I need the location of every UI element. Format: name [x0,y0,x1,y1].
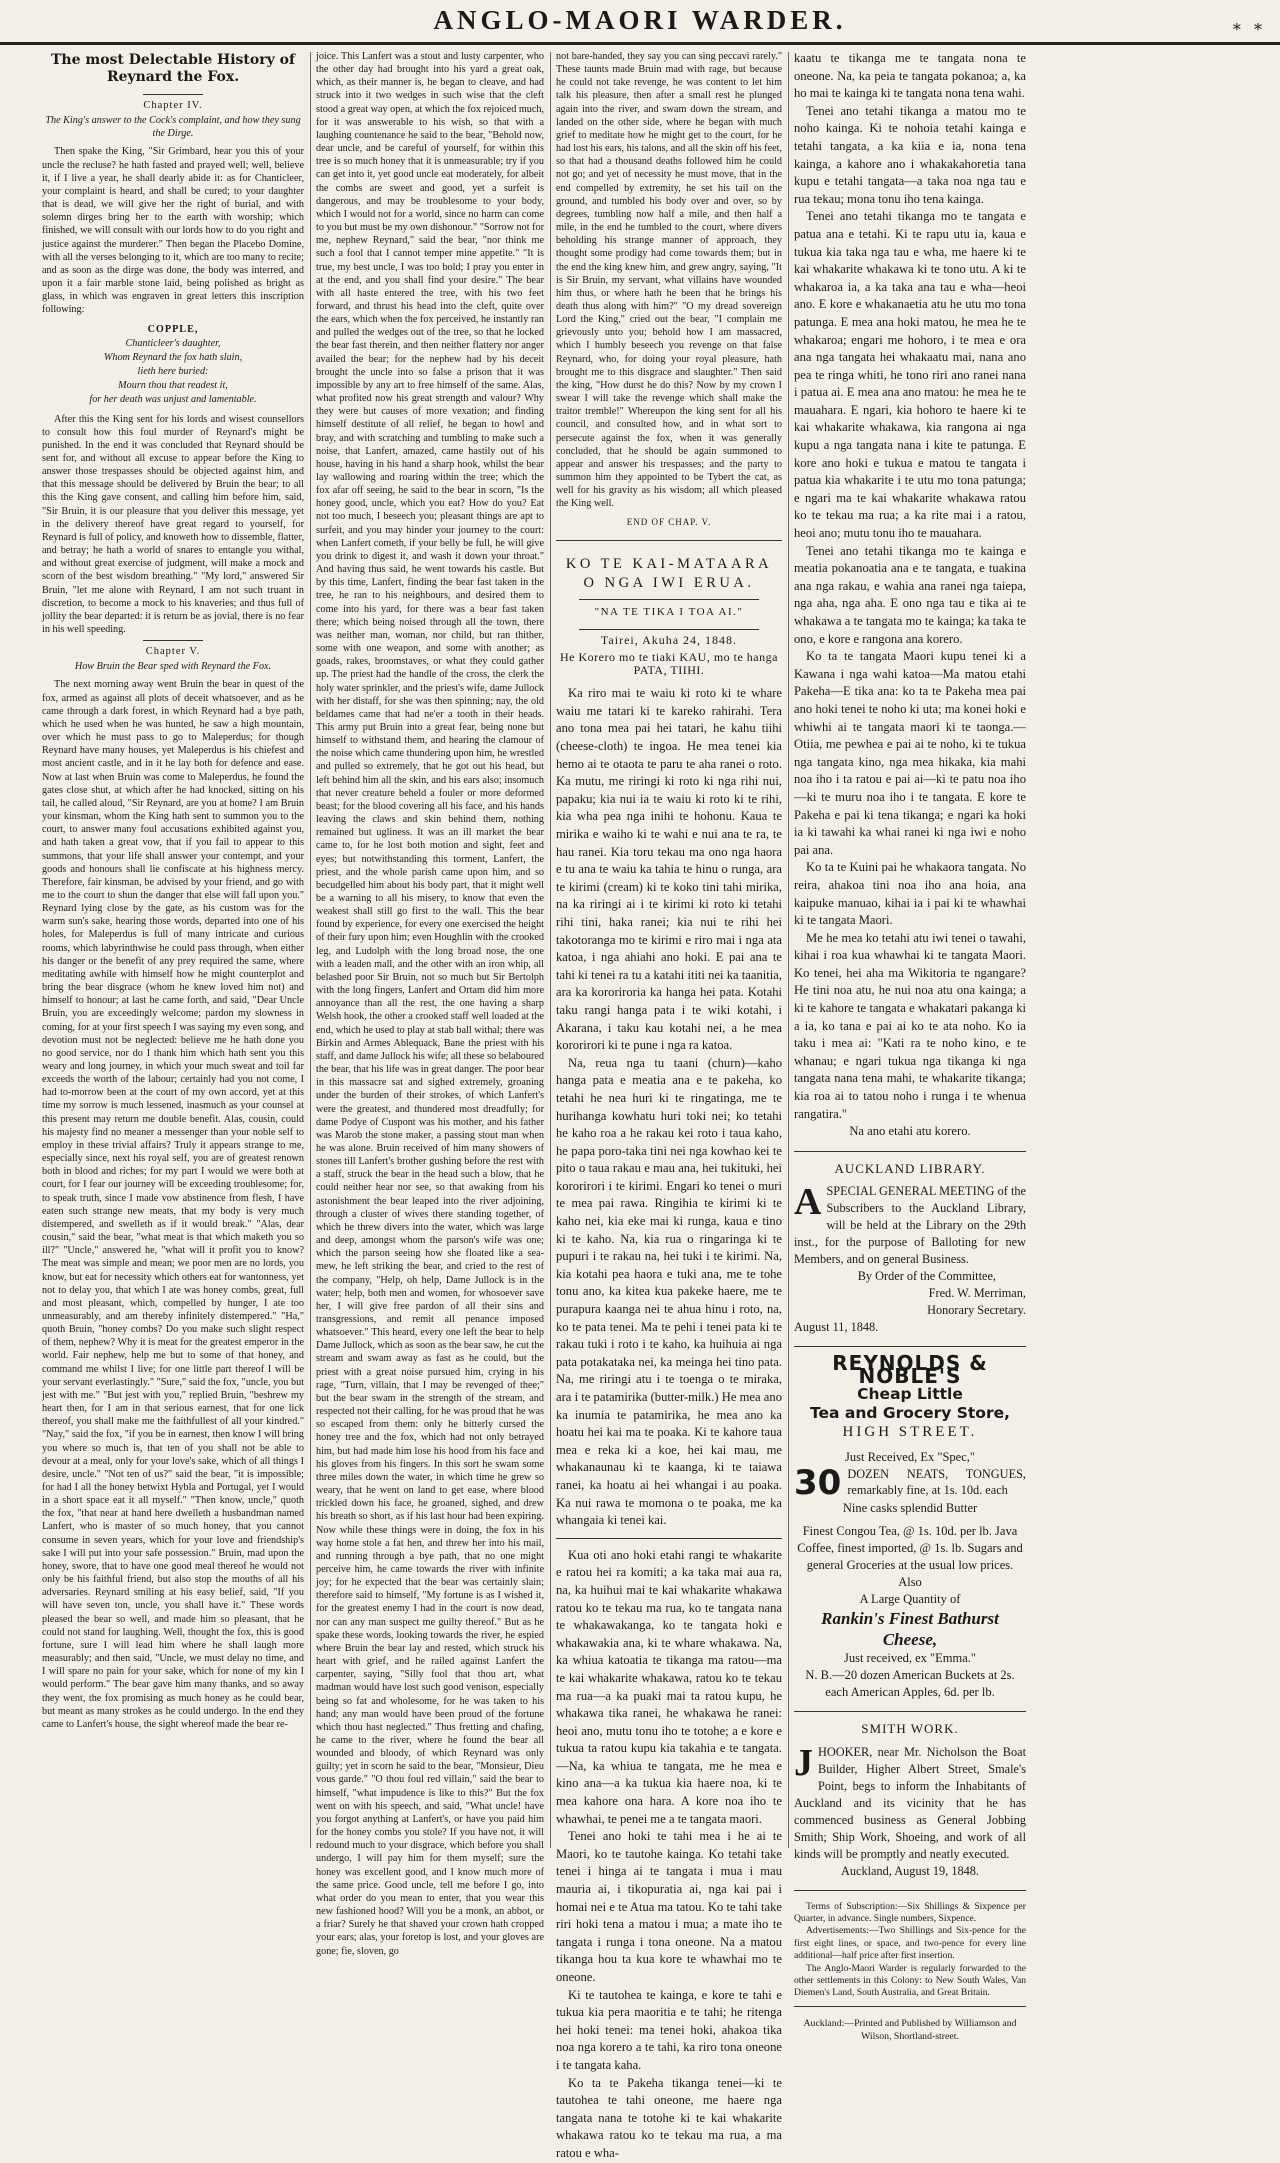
divider [579,599,759,600]
maori-paragraph: Na, reua nga tu taani (churn)—kaho hanga pata e meatia ana e te pakeha, ko tetahi he nea huri ki te ringatinga, me te hurihanga kowhatu huri toki nei; ko tetahi he kaho roa a he rakau kei roto i taua kaho, he papa poro-taka tini nei nga kowhao kei te pito o taua rakau e mau ana, hei tukituki, hei kororirori i te kirimi. Engari ko tenei o muri te mea pai rawa. Ringihia te kirimi ki te kaho nei, kia eke mai ki runga, kaua e tino ki te kaho. Na, kia rua o ringaringa ki te pupuri i te rakau na, hei tuki i te kirimi. Na, kia kotahi pea haora e tuki ana, me te tohe tonu ano, ka kitea kua pakeke haere, me te purapura kaanga nei te ahua hinu i roto, na, ko te pata tenei. Ma te pehi i tenei pata ki te rakau tuki i roto i te kaho, ka huihuia ai nga pata potakataka nei, ka meinga hei tino pata. Na, me riringi atu i te toenga o te miraka, ara i te patamirika (butter-milk.) He mea ano ka inumia te patamirika, he mea ano ka hoatu hei kai ma te poaka. Ki te kahore taua mea e reka ki a koe, hei kai mau, me whakanaunau ki te kaanga, ki te taiawa ranei, ka hoatu ai hei whangai i au poaka. Ka nui rawa te momona o te poaka, me ka whangaia ki tenei kai. [556,1055,782,1528]
chapter-4-paragraph: After this the King sent for his lords and wisest counsellors to consult how this foul murder of Reynard's might be punished. In the end it was concluded that Reynard should be sent for, and without all excuse to appear before the King to answer those trespasses should be objected against him, and that this message should be delivered by Bruin the bear; to all this the King gave consent, and calling him before him, said, "Sir Bruin, it is our pleasure that you deliver this message, yet in the delivery thereof have great regard to yourself, for Reynard is full of policy, and knoweth how to dissemble, flatter, and betray; he hath a world of snares to entangle you withal, and without great exercise of judgment, will make a mock and scorn of the best wisdom breathing." "My lord," answered Sir Bruin, "let me alone with Reynard, I am not such truant in discretion, to become a mock to his knaveries; and thus full of jollity the bear departed: it is return be as jovial, there is no fear in his well speeding. [42,413,304,635]
divider [143,94,203,95]
maori-paragraph: Tenei ano tetahi tikanga mo te kainga e meatia pokanoatia ana e te tangata, e tuakina ana nga rakau, e wahia ana ranei nga taiepa, nga aha, nga aha. E ono nga tau e tika ai te whakawa a te tangata mo te kainga; ka taka te ono, e kore e rangona ana korero. [794,543,1026,646]
library-notice [794,1180,1026,1336]
section-rule [556,540,782,541]
subscription-terms: Terms of Subscription:—Six Shillings & Sixpence per Quarter, in advance. Single numbers, Sixpence. [794,1900,1026,1924]
section-rule [794,1711,1026,1712]
section-rule [794,1346,1026,1347]
smith-title: SMITH WORK. [861,1721,959,1737]
section-rule [556,1538,782,1539]
reynolds-nb: N. B.—20 dozen American Buckets at 2s. each American Apples, 6d. per lb. [805,1668,1015,1700]
chapter-4-paragraph: Then spake the King, "Sir Grimbard, hear you this of your uncle the recluse? he hath fasted and prayed well; well, believe it, if I live a year, he shall dearly abide it: as for Chanticleer, your complaint is heard, and shall be cured; to your daughter that is dead, we will give her the right of burial, and with solemn dirges bring her to the earth with worship; which finished, we will consult with our lords how to do you right and justice against the murderer." Then began the Placebo Domine, with all the verses belonging to it, which are too many to recite; and as soon as the dirge was done, the body was interred, and upon it a fair marble stone laid, being polished as bright as glass, in which was engraven in great letters this inscription following: [42,146,304,316]
epitaph [42,323,304,407]
maori-heading-line: O NGA IWI ERUA. [583,574,755,591]
story-continuation: not bare-handed, they say you can sing peccavi rarely." These taunts made Bruin mad with rage, but because he could not take revenge, he was content to let him talk his pleasure, then after a small rest he plunged again into the river, and swam down the stream, and landed on the other side, where he began with much grief to meditate how he might get to the court, for he had lost his ears, his talons, and all the skin off his feet, so that had a thousand deaths followed him he could not go; and yet of necessity he must move, that in the end compelled by extremity, he set his tail on the ground, and tumbled his body over and over, so by degrees, tumbling now half a mile, and then half a mile, in the end he tumbled to the court, where divers beholding his strange manner of approach, they thought some prodigy had come towards them; but in the end the king knew him, and grew angry, saying, "It is Sir Bruin, my servant, what villains have wounded him thus, or where hath he been that he brings his death thus along with him?" "O my dread sovereign Lord the King," cried out the bear, "I complain me grievously unto you; behold how I am massacred, which I humbly beseech you revenge on that false Reynard, who, for doing your royal pleasure, hath brought me to this disgrace and slaughter." Then said the king, "How durst he do this? Now by my crown I swear I will take the revenge which shall make the traitor tremble!" Whereupon the king sent for all his council, and consulted how, and in what sort to persecute against the fox, when it was generally concluded, that he should be again summoned to appear and answer his trespasses; and the party to summon him they appointed to be Tybert the cat, as well for his gravity as his wisdom; all which pleased the King well. [556,51,782,510]
maori-paragraph: Ka riro mai te waiu ki roto ki te whare waiu me tatari ki te kareko rahirahi. Tera ano tona mea pai hei tatari, he kahu tiihi (cheese-cloth) te ingoa. He mea tenei kia hemo ai te otaota te paru te aha ranei o roto. Ka mutu, me riringi ki roto ki nga rihi nui, papaku; kia nui ia te waiu ki roto ki te rihi, kia wha pea nga inihi te hohonu. Kaua te mirika e waiho ki te wahi e nui ana te ra, te hau ranei. Kia toru tekau ma ono nga haora e tu ana te waiu ka tahia te hinu o runga, ara te kirimi (cream) ki te koko tini tahi mirika, na ka riringi ai i te kirimi ki roto ki tetahi rihi tini, haka ranei; kia nui te rihi hei takotoranga mo te kirimi e riro mai i nga ata katoa, i nga ahiahi ano hoki. E pai ana te tahi ki tenei ra tu a katahi ititi nei ka taanitia, ara ka kororiroria ka hanga hei pata. Kotahi taku rangi hanga pata i te wiki kotahi, i Akarana, i taku kau kotahi nei, a he mea kororirori ki te pune i nga ra katoa. [556,686,782,1053]
chapter-5-heading: Chapter V. [145,646,201,658]
column-divider [310,52,311,1848]
motto: "NA TE TIKA I TOA AI." [594,605,744,618]
tea-coffee-offer: Finest Congou Tea, @ 1s. 10d. per lb. Java Coffee, finest imported, @ 1s. lb. Sugars and general Groceries at the usual low prices. [797,1524,1023,1573]
library-date: August 11, 1848. [794,1319,879,1334]
cheese-title: Cheese, [882,1630,938,1650]
cheese-title: Rankin's Finest Bathurst [821,1609,999,1629]
tongues-text: DOZEN NEATS, TONGUES, remarkably fine, at 1s. 10d. each [847,1467,1026,1498]
story-continuation: joice. This Lanfert was a stout and lusty carpenter, who the other day had brought into his yard a great oak, which, as their manner is, he began to cleave, and had struck into it two wedges in such wise that the cleft stood a great way open, at which the fox rejoiced much, for it was answerable to his wish, so that with a laughing countenance he said to the bear, "Behold now, dear uncle, and be careful of yourself, for within this tree is so much honey that it is unmeasurable; try if you can get into it, yet good uncle eat moderately, for albeit the combs are sweet and good, yet a surfeit is dangerous, and may be troublesome to your body, which I would not for a world, since no harm can come to you but must be my own dishonour." "Sorrow not for me, nephew Reynard," said the bear, "nor think me such a fool that I cannot temper mine appetite." "It is true, my best uncle, I was too bold; I pray you enter in at the end, and you shall find your desire." The bear with all haste entered the tree, with his two feet forward, and thrust his head into the cleft, quite over the ears, which when the fox perceived, he instantly ran and pulled the wedges out of the tree, so that he locked the bear fast therein, and then neither flattery nor anger availed the bear; for the nephew had by his deceit brought the uncle into so false a prison that it was impossible by any art to free himself of the same. Alas, what profited now his great strength and valour? Why they were but causes of more vexation; and finding himself destitute of all relief, he began to howl and bray, and with scratching and tumbling to make such a noise, that Lanfert, amazed, came hastily out of his house, having in his hand a sharp hook, whilst the bear lay wallowing and roaring within the tree; which the fox afar off seeing, he said to the bear in scorn, "Is the honey good, uncle, which you eat? How do you? Eat not too much, I beseech you; pleasant things are apt to surfeit, and you may hinder your journey to the court: when Lanfert cometh, if your belly be full, he will give you drink to digest it, and wash it down your throat." And having thus said, he went towards his castle. But by this time, Lanfert, finding the bear fast taken in the tree, he ran to his neighbours, and desired them to come into his yard, for there was a bear fast taken there; which being noised through all the town, there was neither man, woman, nor child, but ran thither, some with one weapon, and some with another; as goads, rakes, broomstaves, or what they could gather up. The priest had the handle of the cross, the clerk the holy water sprinkler, and the priest's wife, dame Jullock with her distaff, for she was then spinning; nay, the old beldames came that had ne'er a tooth in their heads. This army put Bruin into a great fear, being none but himself to withstand them, and hearing the clamour of the noise which came thundering upon him, he wrestled and pulled so extremely, that he got out his head, but left behind him all the skin, and his ears also; insomuch that never creature beheld a fouler or more deformed beast; for the blood covering all his face, and his hands leaving the claws and skin behind them, nothing remained but ugliness. It was an ill market the bear came to, for he lost both motion and sight, feet and eyes; but notwithstanding this torment, Lanfert, the priest, and the whole parish came upon him, and so becudgelled him about his body part, that it might well be a warning to all his misery, to know that even the weakest shall still go first to the wall. This the bear found by experience, for every one exercised the height of their fury upon him; even Houghlin with the crooked leg, and Ludolph with the long broad nose, the one with a leaden mall, and the other with an iron whip, all belashed poor Sir Bruin, not so much but Sir Bertolph with the long fingers, Lanfert and Ortam did him more annoyance than all the rest, the one having a sharp Welsh hook, the other a crooked staff well loaded at the end, which he used to play at stab ball withal; there was Birkin and Armes Ablequack, Bane the priest with his staff, and dame Jullock his wife; all these so belaboured the bear, that his life was in great danger. The poor bear in this massacre sat and sighed extremely, groaning under the burden of their strokes, of which Lanfert's were the greatest, and thundered most dreadfully; for dame Podye of Cuspont was his mother, and his father was Marob the stone maker, a passing stout man when he was alone. Bruin received of him many showers of stones till Lanfert's brother gushing before the rest with a staff, struck the bear in the head such a blow, that he could neither hear nor see, so that awaking from his astonishment the bear leaped into the river adjoining, through a cluster of wives there standing together, of which he threw divers into the water, which was large and deep, amongst whom the parson's wife was one; which the parson seeing how she floated like a sea-mew, he left striking the bear, and cried to the rest of the company, "Help, oh help, Dame Jullock is in the water; help, both men and women, for whosoever save her, I will give free pardon of all their sins and transgressions, and remit all penance imposed whatsoever." This heard, every one left the bear to help Dame Jullock, which as soon as the bear saw, he cut the stream and swam away as fast as he could, but the priest with a great noise pursued him, crying in his rage, "Turn, villain, that I may be revenged of thee;" but the bear swam in the strength of the stream, and respected not their calling, for he was proud that he was so escaped from them: only he bitterly cursed the honey tree and the fox, which had not only betrayed him, but had made him lose his hood from his face and his gloves from his fingers. In this sort he swam some three miles down the water, in which time he grew so weary, that he went on land to get ease, where blood trickled down his face, he groaned, sighed, and drew his breath so short, as if his last hour had been expiring. Now while these things were in doing, the fox in his way home stole a fat hen, and threw her into his mail, and running through a bye path, that no one might perceive him, he came towards the river with infinite joy; for he expected that the bear was certainly slain; therefore said to himself, "My fortune is as I wished it, for the greatest enemy I had in the court is now dead, nor can any man suspect me guilty thereof." But as he spake these words, looking towards the river, he espied where Bruin the bear lay and rested, which struck his heart with grief, and he railed against Lanfert the carpenter, saying, "Silly fool that thou art, what madman would have lost such good venison, especially being so fat and wholesome, for he was taken to his hand; any man would have been proud of the fortune which thou hast neglected." Thus fretting and chafing, he came to the river, where he found the bear all wounded and bloody, of which Reynard was only guilty; yet in scorn he said to the bear, "Monsieur, Dieu vous garde." "O thou foul red villain," said the bear to himself, "what impudence is like to this?" But the fox went on with his speech, and said, "What uncle! have you forgot anything at Lanfert's, or have you paid him for the honey combs you stole? If you have not, it will redound much to your disgrace, which before you shall undergo, I will pay him for them myself; sure the honey was excellent good, and I know much more of the same price. Good uncle, tell me before I go, into what order do you mean to enter, that you wear this new fashioned hood? Will you be a monk, an abbot, or a friar? Surely he that shaved your crown hath cropped your ears; alas, your foretop is lost, and your gloves are gone; fie, sloven, go [316,51,545,1957]
reynolds-subtitle: Tea and Grocery Store, [810,1404,1010,1423]
maori-paragraph: Tenei ano tetahi tikanga a matou mo te noho kainga. Ki te nohoia tetahi kainga e tetahi tangata, a ka kiia e ia, nona tena kainga, a kahore ano i whakakahoretia tana kupu e tetahi tangata—a taka noa nga tau e rua tekau; mona tonu iho tena kainga. [794,103,1026,206]
smith-date: Auckland, August 19, 1848. [841,1863,979,1878]
maori-paragraph: Tenei ano hoki te tahi mea i he ai te Maori, ko te tautohe kainga. Ko tetahi take tenei i hinga ai te tangata i mua i mau mauria ai, i tikopuratia ai, nga kai pai i homai nei e te Atua ma tatou. Ko te tahi take riri hoki tena a matou i mua; a mate iho te tangata i runga i tona oneone. Na a matou tikanga hou ta kua kore te whawhai mo te oneone. [556,1829,782,1984]
reynolds-advertisement [794,1350,1026,1701]
smith-body: HOOKER, near Mr. Nicholson the Boat Builder, Higher Albert Street, Smale's Point, begs to inform the Inhabitants of Auckland and its vicinity that he has commenced business as General Jobbing Smith; Ship Work, Shoeing, and work of all kinds will be promptly and neatly executed. [794,1744,1026,1861]
maori-paragraph: Tenei ano tetahi tikanga mo te tangata e patua ana e tetahi. Ki te rapu utu ia, kaua e tukua kia taka nga tau e wha, me haere ki te kai whakarite whakawa ki te tono utu. A ki te whakaroa ia, a ka taka ana tau e wha—heoi ano. E kore e whakanaetia atu he utu mo tona patunga. E mea ana hoki matou, he mea he te whakaroa; engari me hohoro, i te mea e ora ana nga tangata hei whakaatu mai, nana ano pea te ringa whiti, he tono riri ano ranei nana i patua ai. E mea ana ano matou: he mea he te mauahara. E ngari, kia hohoro te haere ki te kai whakarite whakawa, kia rangona ai nga kupu a nga tangata nana i kite te patunga. E kore ano hoki e tukua e matou te tangata i patua kia whakarite i te utu mo tona patunga; e ngari ma te kai whakarite whakawa ratou ko te tekau ma rua; a ka rite mai i a ratou, heoi ano; mutu tonu iho te mauahara. [794,209,1026,541]
maori-paragraph: Ki te tautohea te kainga, e kore te tahi e tukua kia pera maoritia e te tahi; he ritenga hei hoki tenei: ma tenei hoki, ahakoa tika noa nga korero a te tahi, ka riro tona oneone i te tangata kaha. [556,1987,782,2072]
reynolds-received: Just Received, Ex "Spec," [845,1450,975,1465]
issue-date: Tairei, Akuha 24, 1848. [600,632,738,647]
maori-heading-line: KO TE KAI-MATAARA [565,555,773,572]
library-body: SPECIAL GENERAL MEETING of the Subscribers to the Auckland Library, will be held at the Library on the 29th inst., for the purpose of Balloting for new Members, and on general Business. [794,1183,1026,1266]
also-label: Also [898,1575,922,1590]
maori-paragraph: Ko ta te Pakeha tikanga tenei—ki te tautohea te tahi oneone, me haere nga tangata nana te totohe ki te kai whakarite whakawa ratou ko te tekau ma rua, a ma ratou e wha- [556,2075,782,2160]
divider [579,629,759,630]
newspaper-title: ANGLO-MAORI WARDER. [433,5,847,35]
reynolds-street: HIGH STREET. [842,1424,978,1441]
column-3 [556,50,782,2160]
maori-article-continued [794,50,1026,1141]
reynolds-title: REYNOLDS & NOBLE'S [832,1350,988,1389]
library-title: AUCKLAND LIBRARY. [834,1160,986,1176]
epitaph-line: for her death was unjust and lamentable. [89,393,257,405]
epitaph-line: lieth here buried: [137,365,209,377]
maori-paragraph: Me he mea ko tetahi atu iwi tenei o tawahi, kihai i roa kua whawhai ki te tangata Maori. Ko tenei, hei aha ma Wikitoria te ngangare? He tini noa atu, he nui noa atu ona kainga; a ki te kahore te tangata e whakatari pakanga ki a ia, ko tana e pai ai ko te ata noho. Ko ia taku i mea ai: "Kati ra te noho kino, e te whanau; e ngari tukua nga tikanga ki nga tangata nana tena mahi, te whakarite tikanga; kia roa ai to tatou noho i runga i te whenua rangatira." [794,930,1026,1121]
section-rule [794,1151,1026,1152]
cheese-received: Just received, ex "Emma." [843,1651,977,1666]
drop-cap: J [794,1741,813,1784]
butter-offer: Nine casks splendid Butter [842,1501,978,1516]
maori-paragraph: kaatu te tikanga me te tangata nona te oneone. Na, ka peia te tangata pokanoa; a, ka ho mai te kainga ki te tangata nona tena wahi. [794,51,1026,101]
article-subheading: He Korero mo te tiaki KAU, mo te hanga PATA, TIIHI. [560,649,778,678]
column-divider [788,52,789,1848]
smith-notice [794,1741,1026,1880]
distribution-note: The Anglo-Maori Warder is regularly forwarded to the other settlements in this Colony: to New South Wales, Van Diemen's Land, South Australia, and Great Britain. [794,1962,1026,1999]
maori-article [556,685,782,2162]
chapter-4-heading: Chapter IV. [143,100,203,111]
chapter-5-subheading: How Bruin the Bear sped with Reynard the Fox. [74,661,272,673]
library-order: By Order of the Committee, [857,1268,996,1283]
epitaph-name: COPPLE, [147,323,199,335]
epitaph-line: Mourn thou that readest it, [118,379,228,391]
masthead-rule [0,42,1280,45]
column-4 [794,50,1026,2042]
epitaph-line: Whom Reynard the fox hath slain, [103,351,243,363]
reynard-heading: The most Delectable History of Reynard the Fox. [51,52,295,85]
column-2 [316,50,545,1957]
epitaph-line: Chanticleer's daughter, [125,337,221,349]
maori-section-heading [556,555,782,593]
maori-paragraph: Ko ta te Kuini pai he whakaora tangata. No reira, ahakoa tini noa iho ana hoia, ana kaipuke manuao, kihai ia i pai ki te whawhai ki te tangata Maori. [794,860,1026,928]
masthead [0,0,1280,44]
tongues-offer [794,1463,1026,1504]
drop-cap: A [794,1180,822,1223]
end-of-chapter: END OF CHAP. V. [626,517,712,528]
chapter-4-subheading: The King's answer to the Cock's complaint, and how they sung the Dirge. [45,115,301,140]
library-role: Honorary Secretary. [927,1302,1026,1317]
library-signature: Fred. W. Merriman, [928,1285,1026,1300]
quantity-number: 30 [794,1463,842,1504]
maori-paragraph: Kua oti ano hoki etahi rangi te whakarite e ratou hei ra komiti; a ka taka mai aua ra, na, ka huihui mai te kai whakarite whakawa ratou ko te tekau ma rua, ko te tangata nana te whakawakanga, ko te tangata hoki e whakawakia ana, ki te whare whakawa. Na, ka whiua katoatia te tikanga ma ratou—ma te kai whakarite whakawa, ratou ko te tekau ma rua—a ka puaki mai ta ratou kupu, he whakawa tika ranei, he whakawa he ranei: heoi ano, mutu tonu iho te totohe; a e kore e tukua ta ratou kupu kia takahia e te tangata.—Na, ka whiua te tangata, me he mea e kino ana—a ka tukua kia haere noa, ki te mea kahore ona hara. A kore noa iho te whawhai, te penei me a te tangata maori. [556,1547,782,1826]
section-rule [794,1890,1026,1891]
imprint: Auckland:—Printed and Published by Williamson and Wilson, Shortland-street. [803,2017,1017,2042]
article-ending: Na ano etahi atu korero. [849,1124,971,1139]
column-1 [42,50,304,1850]
divider [143,640,203,641]
reynolds-subtitle: Cheap Little [857,1385,963,1404]
masthead-marks: * * [1232,20,1266,39]
section-rule [794,2006,1026,2007]
chapter-5-paragraph: The next morning away went Bruin the bear in quest of the fox, armed as against all plots of deceit whatsoever, and as he came through a dark forest, in which Reynard had a bye path, which he used when he was hunted, he saw a high mountain, over which he must pass to go to Maleperdus; for though Reynard have many houses, yet Maleperdus is his chiefest and most ancient castle, and in it he lay both for defence and ease. Now at last when Bruin was come to Maleperdus, he found the gates close shut, at which after he had knocked, sitting on his tail, he called aloud, "Sir Reynard, are you at home? I am Bruin your kinsman, whom the King hath sent to summon you to the court, to answer many foul accusations exhibited against you, and hath taken a great vow, that if you fail to appear to this summons, that your life shall answer your contempt, and your goods and honours shall lie confiscate at his highness mercy. Therefore, fair kinsman, be advised by your friend, and go with me to the court to shun the danger that else will fall upon you." Reynard lying close by the gate, as his custom was for the warm sun's sake, hearing those words, departed into one of his holes, for Maleperdus is full of many intricate and curious rooms, which labyrinthwise he could pass through, when either his danger or the benefit of any prey required the same, where meditating awhile with himself how he might counterplot and bring the bear disgrace (whom he knew loved him not) and himself to honour; at last he came forth, and said, "Dear Uncle Bruin, you are exceedingly welcome; pardon my slowness in coming, for at your first speech I was saying my even song, and devotion must not be neglected: believe me he hath done you no good service, nor do I thank him which hath sent you this weary and long journey, in which your much sweat and toil far exceeds the worth of the labour; certainly had you not come, I had to-morrow been at the court of my own accord, yet at this time my sorrow is much lessened, inasmuch as your counsel at this present may return me double benefit. Alas, cousin, could his majesty find no meaner a messenger than your noble self to employ in these trivial affairs? Truly it appears strange to me, especially since, next his royal self, you are of greatest renown both in blood and riches; for my part I would we were both at court, for I fear our journey will be exceeding troublesome; for, to speak truth, since I made vow abstinence from flesh, I have eaten such strange new meats, that my body is very much distempered, and swelleth as if it would break." "Alas, dear cousin," said the bear, "what meat is that which maketh you so ill?" "Uncle," answered he, "what will it profit you to know? The meat was simple and mean; we poor men are no lords, you know, but eat for necessity which others eat for wantonness, yet not to delay you, that which I ate was honey combs, great, full and most pleasant, which, compelled by hunger, I ate too unmeasurably, and am thereby infinitely distempered." "Ha," quoth Bruin, "honey combs? Do you make such slight respect of them, nephew? Why it is meat for the greatest emperor in the world. Fair nephew, help me but to some of that honey, and command me whilst I live; for one little part thereof I will be your servant everlastingly." "Sure," said the fox, "uncle, you but jest with me." "But jest with you," replied Bruin, "beshrew my heart then, for I am in that serious earnest, that for one lick thereof, you shall make me the faithfullest of all your kindred." "Nay," said the fox, "if you be in earnest, then know I will bring you where so much is, that ten of you shall not be able to devour at a meal, only for your love's sake, which of all things I desire, uncle." "Not ten of us?" said the bear, "it is impossible; for had I all the honey betwixt Hybla and Portugal, yet I would in a short space eat it all myself." "Then know, uncle," quoth the fox, "that near at hand here dwelleth a husbandman named Lanfert, who is master of so much honey, that you cannot consume in seven years, which for your love and friendship's sake I will put into your safe possession." Bruin, mad upon the honey, swore, that to have one good meal thereof he would not only be his faithful friend, but also stop the mouths of all his adversaries. Reynard smiling at his easy belief, said, "If you will have seven ton, uncle, you shall have it." These words pleased the bear so well, and made him so pleasant, that he could not stand for laughing. Well, thought the fox, this is good fortune, sure I will lead him where he shall laugh more measurably; and then said, "Uncle, we must delay no time, and I will spare no pain for your sake, which for none of my kin I would perform." The bear gave him many thanks, and so away they went, the fox promising as much honey as he could bear, but meant as many strokes as he could undergo. In the end they came to Lanfert's house, the sight whereof made the bear re- [42,679,304,1730]
large-quantity-label: A Large Quantity of [859,1592,961,1607]
advertisement-terms: Advertisements:—Two Shillings and Six-pence for the first eight lines, or space, and two-pence for every line additional—half price after first insertion. [794,1925,1026,1962]
maori-paragraph: Ko ta te tangata Maori kupu tenei ki a Kawana i nga wahi katoa—Ma matou etahi Pakeha—E tika ana: ko ta te Pakeha mea pai ano hoki tenei te noho ki uta; ma konei hoki e whiwhi ai te tangata maori ki te taonga.—Otiia, me pewhea e pai ai te noho, ki te tukua nga tangata kino, nga mea hikaka, kia mahi noa iho i ta ratou e pai ai—ki te patu noa iho—ki te muru noa iho i te tangata. E kore te Pakeha e pai ki tena tikanga; e ngari ka hoki ia ki tawahi ka whai ranei ki nga iwi e noho pai ana. [794,649,1026,857]
column-divider [550,52,551,1848]
